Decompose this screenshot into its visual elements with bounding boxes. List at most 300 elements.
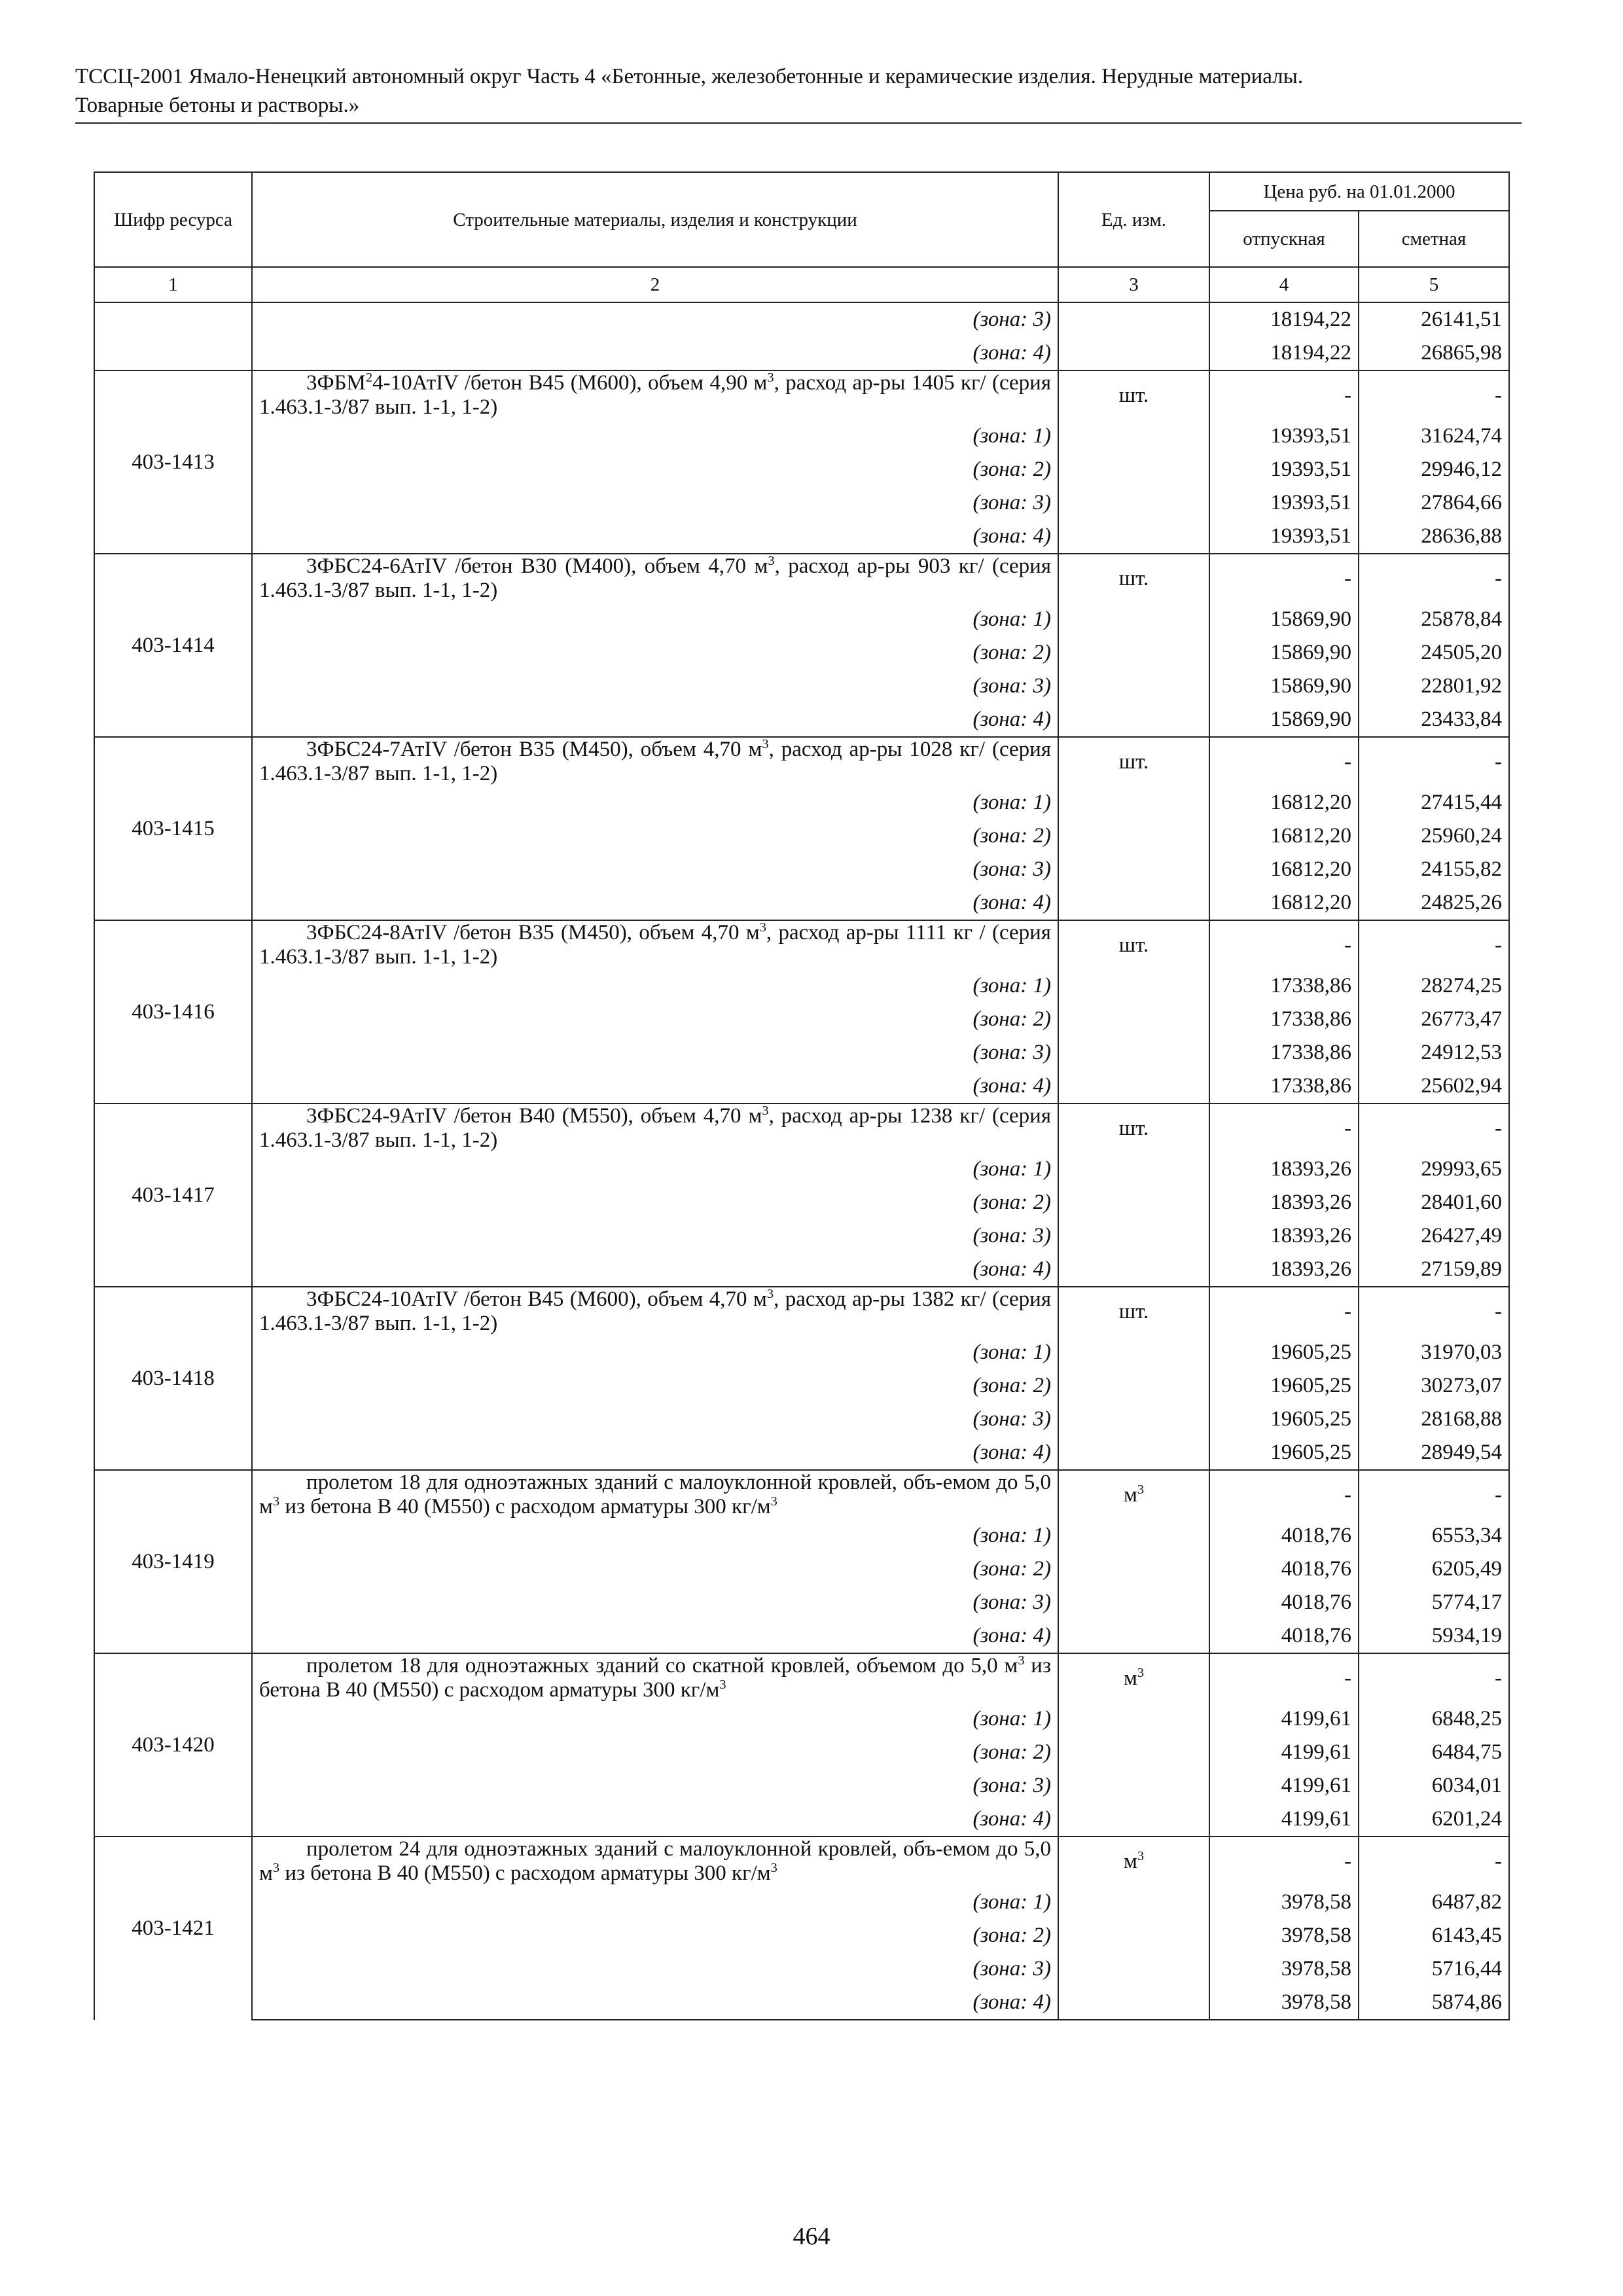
unit-cell (1058, 786, 1209, 819)
estimate-price: 5716,44 (1359, 1952, 1509, 1986)
page-number: 464 (793, 2223, 830, 2250)
table-row (94, 1769, 1509, 1803)
estimate-price: 27415,44 (1359, 786, 1509, 819)
header-unit: Ед. изм. (1058, 172, 1209, 267)
header-estimate-price: сметная (1359, 211, 1509, 267)
description-text: 3ФБС24-9АтIV /бетон В40 (М550), объем 4,70 м (306, 1104, 762, 1128)
table-row (94, 703, 1509, 737)
release-price: 16812,20 (1209, 853, 1359, 886)
unit-text: шт. (1118, 1299, 1149, 1323)
zone-label: (зона: 1) (252, 1886, 1058, 1919)
unit-of-measure (1058, 920, 1209, 969)
description-text: , расход ар-ры 1238 кг/ (серия 1.463.1-3/87 вып. 1-1, 1-2) (259, 1104, 1051, 1152)
estimate-price: 26141,51 (1359, 302, 1509, 336)
release-price: - (1209, 920, 1359, 969)
release-price: 4199,61 (1209, 1803, 1359, 1837)
unit-cell (1058, 1153, 1209, 1186)
table-row (94, 1436, 1509, 1470)
unit-cell (1058, 1436, 1209, 1470)
unit-cell (1058, 819, 1209, 853)
zone-label: (зона: 2) (252, 1919, 1058, 1952)
release-price: 19605,25 (1209, 1336, 1359, 1369)
estimate-price: 25960,24 (1359, 819, 1509, 853)
zone-label: (зона: 2) (252, 819, 1058, 853)
column-number: 2 (252, 267, 1058, 302)
zone-label: (зона: 3) (252, 1219, 1058, 1253)
release-price: 4199,61 (1209, 1736, 1359, 1769)
table-row (94, 1837, 1509, 1886)
unit-cell (1058, 1036, 1209, 1069)
release-price: 4199,61 (1209, 1702, 1359, 1736)
zone-label: (зона: 4) (252, 1436, 1058, 1470)
unit-cell (1058, 703, 1209, 737)
table-row (94, 1803, 1509, 1837)
estimate-price: 28274,25 (1359, 969, 1509, 1003)
release-price: 3978,58 (1209, 1886, 1359, 1919)
estimate-price: - (1359, 1103, 1509, 1153)
zone-label: (зона: 3) (252, 853, 1058, 886)
unit-cell (1058, 520, 1209, 554)
item-description (252, 1103, 1058, 1153)
release-price: 19393,51 (1209, 420, 1359, 453)
unit-cell (1058, 1886, 1209, 1919)
release-price: 19393,51 (1209, 520, 1359, 554)
unit-superscript: 3 (1137, 1665, 1145, 1680)
unit-cell (1058, 853, 1209, 886)
unit-of-measure (1058, 1470, 1209, 1519)
estimate-price: 27864,66 (1359, 486, 1509, 520)
table-row (94, 603, 1509, 636)
table-row (94, 1552, 1509, 1586)
table-row (94, 370, 1509, 420)
release-price: 15869,90 (1209, 603, 1359, 636)
superscript: 3 (770, 1861, 777, 1875)
table-row (94, 1253, 1509, 1287)
estimate-price: - (1359, 1470, 1509, 1519)
superscript: 3 (762, 1103, 769, 1118)
table-row (94, 453, 1509, 486)
item-description (252, 1470, 1058, 1519)
column-number: 4 (1209, 267, 1359, 302)
unit-of-measure (1058, 1653, 1209, 1702)
description-text: пролетом 18 для одноэтажных зданий с малоуклонной кровлей, объ-емом до 5,0 м (259, 1471, 1051, 1518)
superscript: 3 (766, 1287, 774, 1301)
release-price: 17338,86 (1209, 969, 1359, 1003)
release-price: 16812,20 (1209, 786, 1359, 819)
unit-text: м (1123, 1482, 1137, 1507)
zone-label: (зона: 2) (252, 1552, 1058, 1586)
unit-of-measure (1058, 370, 1209, 420)
estimate-price: 24825,26 (1359, 886, 1509, 920)
estimate-price: 6487,82 (1359, 1886, 1509, 1919)
unit-cell (1058, 1403, 1209, 1436)
release-price: 19393,51 (1209, 486, 1359, 520)
unit-cell (1058, 603, 1209, 636)
unit-of-measure (1058, 737, 1209, 786)
header-rule (75, 122, 1522, 124)
superscript: 2 (365, 370, 373, 385)
table-row (94, 1653, 1509, 1702)
resource-code: 403-1419 (94, 1470, 252, 1653)
table-row (94, 1619, 1509, 1653)
item-description (252, 737, 1058, 786)
unit-text: шт. (1118, 566, 1149, 590)
zone-label: (зона: 2) (252, 1736, 1058, 1769)
unit-cell (1058, 1552, 1209, 1586)
estimate-price: - (1359, 1287, 1509, 1336)
superscript: 3 (759, 920, 766, 935)
unit-of-measure (1058, 554, 1209, 603)
table-row (94, 1003, 1509, 1036)
description-text: , расход ар-ры 1405 кг/ (серия 1.463.1-3/87 вып. 1-1, 1-2) (259, 371, 1051, 419)
zone-label: (зона: 3) (252, 1952, 1058, 1986)
release-price: - (1209, 554, 1359, 603)
table-row (94, 302, 1509, 336)
estimate-price: 28636,88 (1359, 520, 1509, 554)
zone-label: (зона: 2) (252, 636, 1058, 670)
table-row (94, 1986, 1509, 2020)
release-price: 19605,25 (1209, 1369, 1359, 1403)
unit-cell (1058, 1336, 1209, 1369)
description-text: , расход ар-ры 903 кг/ (серия 1.463.1-3/87 вып. 1-1, 1-2) (259, 554, 1051, 602)
release-price: 4018,76 (1209, 1586, 1359, 1619)
release-price: - (1209, 1653, 1359, 1702)
unit-cell (1058, 302, 1209, 336)
resource-code-cell (94, 302, 252, 370)
unit-text: шт. (1118, 1116, 1149, 1140)
release-price: 17338,86 (1209, 1003, 1359, 1036)
table-row (94, 1403, 1509, 1436)
estimate-price: 28401,60 (1359, 1186, 1509, 1219)
zone-label: (зона: 4) (252, 1803, 1058, 1837)
estimate-price: 31970,03 (1359, 1336, 1509, 1369)
release-price: 4018,76 (1209, 1619, 1359, 1653)
resource-code: 403-1421 (94, 1837, 252, 2020)
release-price: 3978,58 (1209, 1919, 1359, 1952)
header-line-2: Товарные бетоны и растворы.» (75, 94, 360, 117)
release-price: 15869,90 (1209, 636, 1359, 670)
table-row (94, 420, 1509, 453)
zone-label: (зона: 3) (252, 1403, 1058, 1436)
zone-label: (зона: 2) (252, 1003, 1058, 1036)
estimate-price: - (1359, 737, 1509, 786)
zone-label: (зона: 3) (252, 1586, 1058, 1619)
unit-cell (1058, 670, 1209, 703)
estimate-price: 24912,53 (1359, 1036, 1509, 1069)
item-description (252, 1837, 1058, 1886)
table-row (94, 1186, 1509, 1219)
estimate-price: 6201,24 (1359, 1803, 1509, 1837)
estimate-price: 25878,84 (1359, 603, 1509, 636)
resource-code: 403-1420 (94, 1653, 252, 1837)
zone-label: (зона: 2) (252, 453, 1058, 486)
estimate-price: 5874,86 (1359, 1986, 1509, 2020)
zone-label: (зона: 1) (252, 420, 1058, 453)
release-price: - (1209, 737, 1359, 786)
table-row (94, 1069, 1509, 1103)
table-row (94, 1886, 1509, 1919)
superscript: 3 (1018, 1653, 1025, 1668)
description-text: 3ФБС24-10АтIV /бетон В45 (М600), объем 4,70 м (306, 1287, 767, 1311)
table-row (94, 336, 1509, 370)
release-price: 18393,26 (1209, 1186, 1359, 1219)
table-row (94, 853, 1509, 886)
estimate-price: 30273,07 (1359, 1369, 1509, 1403)
estimate-price: 25602,94 (1359, 1069, 1509, 1103)
header-release-price: отпускная (1209, 211, 1359, 267)
estimate-price: 26427,49 (1359, 1219, 1509, 1253)
unit-cell (1058, 453, 1209, 486)
zone-label: (зона: 1) (252, 1153, 1058, 1186)
description-text: пролетом 24 для одноэтажных зданий с малоуклонной кровлей, объ-емом до 5,0 м (259, 1837, 1051, 1885)
release-price: 19605,25 (1209, 1403, 1359, 1436)
unit-superscript: 3 (1137, 1848, 1145, 1863)
release-price: 16812,20 (1209, 819, 1359, 853)
page-header (75, 62, 1522, 120)
table-row (94, 1336, 1509, 1369)
price-table-body (94, 302, 1509, 2020)
table-row (94, 1287, 1509, 1336)
zone-label: (зона: 4) (252, 1069, 1058, 1103)
table-row (94, 1153, 1509, 1186)
estimate-price: 6848,25 (1359, 1702, 1509, 1736)
price-table (94, 171, 1510, 2020)
header-line-1: ТССЦ-2001 Ямало-Ненецкий автономный округ Часть 4 «Бетонные, железобетонные и керамические изделия. Нерудные материалы. (75, 65, 1304, 88)
unit-cell (1058, 336, 1209, 370)
estimate-price: 28949,54 (1359, 1436, 1509, 1470)
unit-cell (1058, 1803, 1209, 1837)
zone-label: (зона: 1) (252, 603, 1058, 636)
estimate-price: 23433,84 (1359, 703, 1509, 737)
description-text: пролетом 18 для одноэтажных зданий со скатной кровлей, объемом до 5,0 м (306, 1654, 1018, 1677)
estimate-price: - (1359, 1653, 1509, 1702)
table-row (94, 1103, 1509, 1153)
column-number: 1 (94, 267, 252, 302)
table-row (94, 520, 1509, 554)
unit-cell (1058, 1769, 1209, 1803)
table-row (94, 1736, 1509, 1769)
unit-of-measure (1058, 1287, 1209, 1336)
header-price-group: Цена руб. на 01.01.2000 (1209, 172, 1509, 211)
zone-label: (зона: 4) (252, 336, 1058, 370)
zone-label: (зона: 4) (252, 703, 1058, 737)
estimate-price: - (1359, 1837, 1509, 1886)
item-description (252, 920, 1058, 969)
header-materials: Строительные материалы, изделия и конструкции (252, 172, 1058, 267)
estimate-price: 6484,75 (1359, 1736, 1509, 1769)
description-text: 3ФБС24-6АтIV /бетон В30 (М400), объем 4,70 м (306, 554, 768, 578)
estimate-price: 22801,92 (1359, 670, 1509, 703)
release-price: 18194,22 (1209, 336, 1359, 370)
estimate-price: 27159,89 (1359, 1253, 1509, 1287)
unit-cell (1058, 1003, 1209, 1036)
description-text: из бетона В 40 (М550) с расходом арматуры 300 кг/м (259, 1654, 1051, 1702)
description-text: из бетона В 40 (М550) с расходом арматуры 300 кг/м (279, 1495, 771, 1518)
unit-cell (1058, 636, 1209, 670)
unit-cell (1058, 886, 1209, 920)
description-text: из бетона В 40 (М550) с расходом арматуры 300 кг/м (279, 1861, 771, 1885)
estimate-price: 6034,01 (1359, 1769, 1509, 1803)
unit-text: шт. (1118, 383, 1149, 407)
release-price: 3978,58 (1209, 1986, 1359, 2020)
unit-cell (1058, 1219, 1209, 1253)
zone-label: (зона: 3) (252, 302, 1058, 336)
table-row (94, 1586, 1509, 1619)
unit-cell (1058, 1736, 1209, 1769)
unit-cell (1058, 1702, 1209, 1736)
estimate-price: 6143,45 (1359, 1919, 1509, 1952)
release-price: 19605,25 (1209, 1436, 1359, 1470)
zone-label: (зона: 1) (252, 1702, 1058, 1736)
table-row (94, 886, 1509, 920)
table-row (94, 486, 1509, 520)
resource-code: 403-1416 (94, 920, 252, 1103)
release-price: 16812,20 (1209, 886, 1359, 920)
unit-cell (1058, 1253, 1209, 1287)
item-description (252, 1287, 1058, 1336)
zone-label: (зона: 4) (252, 886, 1058, 920)
unit-cell (1058, 1919, 1209, 1952)
estimate-price: 28168,88 (1359, 1403, 1509, 1436)
description-text: 3ФБС24-8АтIV /бетон В35 (М450), объем 4,70 м (306, 921, 760, 944)
table-row (94, 969, 1509, 1003)
estimate-price: 31624,74 (1359, 420, 1509, 453)
zone-label: (зона: 1) (252, 1519, 1058, 1552)
unit-cell (1058, 1619, 1209, 1653)
resource-code: 403-1413 (94, 370, 252, 554)
release-price: 4199,61 (1209, 1769, 1359, 1803)
superscript: 3 (762, 737, 769, 751)
item-description (252, 1653, 1058, 1702)
item-description (252, 554, 1058, 603)
table-row (94, 819, 1509, 853)
table-row (94, 1519, 1509, 1552)
estimate-price: 26773,47 (1359, 1003, 1509, 1036)
zone-label: (зона: 3) (252, 486, 1058, 520)
table-row (94, 670, 1509, 703)
release-price: 19393,51 (1209, 453, 1359, 486)
superscript: 3 (770, 1494, 777, 1509)
estimate-price: 26865,98 (1359, 336, 1509, 370)
unit-text: м (1123, 1666, 1137, 1690)
zone-label: (зона: 4) (252, 1253, 1058, 1287)
unit-cell (1058, 969, 1209, 1003)
table-row (94, 737, 1509, 786)
unit-of-measure (1058, 1103, 1209, 1153)
table-row (94, 1919, 1509, 1952)
release-price: - (1209, 1837, 1359, 1886)
release-price: 3978,58 (1209, 1952, 1359, 1986)
unit-cell (1058, 1586, 1209, 1619)
zone-label: (зона: 3) (252, 1036, 1058, 1069)
table-row (94, 1036, 1509, 1069)
release-price: 15869,90 (1209, 703, 1359, 737)
zone-label: (зона: 4) (252, 1619, 1058, 1653)
release-price: 17338,86 (1209, 1069, 1359, 1103)
superscript: 3 (272, 1861, 280, 1875)
superscript: 3 (272, 1494, 280, 1509)
table-row (94, 786, 1509, 819)
resource-code: 403-1418 (94, 1287, 252, 1470)
resource-code: 403-1415 (94, 737, 252, 920)
superscript: 3 (719, 1677, 726, 1692)
unit-cell (1058, 486, 1209, 520)
table-row (94, 1219, 1509, 1253)
release-price: - (1209, 1103, 1359, 1153)
table-row (94, 554, 1509, 603)
description-text: 3ФБС24-7АтIV /бетон В35 (М450), объем 4,70 м (306, 738, 762, 761)
resource-code: 403-1417 (94, 1103, 252, 1287)
release-price: 18393,26 (1209, 1253, 1359, 1287)
column-number: 5 (1359, 267, 1509, 302)
table-row (94, 1369, 1509, 1403)
zone-label: (зона: 4) (252, 1986, 1058, 2020)
unit-cell (1058, 1952, 1209, 1986)
unit-text: шт. (1118, 749, 1149, 774)
table-row (94, 636, 1509, 670)
table-row (94, 1702, 1509, 1736)
estimate-price: 6205,49 (1359, 1552, 1509, 1586)
unit-cell (1058, 1986, 1209, 2020)
unit-cell (1058, 420, 1209, 453)
zone-label: (зона: 1) (252, 969, 1058, 1003)
release-price: 4018,76 (1209, 1519, 1359, 1552)
table-row (94, 1470, 1509, 1519)
unit-of-measure (1058, 1837, 1209, 1886)
release-price: - (1209, 1287, 1359, 1336)
header-code: Шифр ресурса (94, 172, 252, 267)
zone-label: (зона: 3) (252, 670, 1058, 703)
description-text: , расход ар-ры 1382 кг/ (серия 1.463.1-3/87 вып. 1-1, 1-2) (259, 1287, 1051, 1335)
release-price: 15869,90 (1209, 670, 1359, 703)
unit-superscript: 3 (1137, 1482, 1145, 1497)
estimate-price: 5934,19 (1359, 1619, 1509, 1653)
release-price: 18194,22 (1209, 302, 1359, 336)
estimate-price: - (1359, 920, 1509, 969)
zone-label: (зона: 3) (252, 1769, 1058, 1803)
zone-label: (зона: 4) (252, 520, 1058, 554)
release-price: 4018,76 (1209, 1552, 1359, 1586)
estimate-price: 24155,82 (1359, 853, 1509, 886)
table-row (94, 1952, 1509, 1986)
zone-label: (зона: 1) (252, 786, 1058, 819)
release-price: - (1209, 1470, 1359, 1519)
superscript: 3 (767, 370, 774, 385)
estimate-price: - (1359, 554, 1509, 603)
column-number: 3 (1058, 267, 1209, 302)
zone-label: (зона: 2) (252, 1186, 1058, 1219)
unit-cell (1058, 1519, 1209, 1552)
description-text: , расход ар-ры 1111 кг / (серия 1.463.1-3/87 вып. 1-1, 1-2) (259, 921, 1051, 969)
superscript: 3 (768, 554, 775, 568)
item-description (252, 370, 1058, 420)
release-price: 18393,26 (1209, 1153, 1359, 1186)
release-price: 17338,86 (1209, 1036, 1359, 1069)
estimate-price: 24505,20 (1359, 636, 1509, 670)
unit-text: шт. (1118, 933, 1149, 957)
description-text: 4-10АтIV /бетон В45 (М600), объем 4,90 м (372, 371, 768, 395)
zone-label: (зона: 1) (252, 1336, 1058, 1369)
estimate-price: 29993,65 (1359, 1153, 1509, 1186)
unit-text: м (1123, 1849, 1137, 1873)
description-text: , расход ар-ры 1028 кг/ (серия 1.463.1-3/87 вып. 1-1, 1-2) (259, 738, 1051, 785)
zone-label: (зона: 2) (252, 1369, 1058, 1403)
description-text: 3ФБМ (306, 371, 366, 395)
estimate-price: 6553,34 (1359, 1519, 1509, 1552)
resource-code: 403-1414 (94, 554, 252, 737)
unit-cell (1058, 1186, 1209, 1219)
table-row (94, 920, 1509, 969)
